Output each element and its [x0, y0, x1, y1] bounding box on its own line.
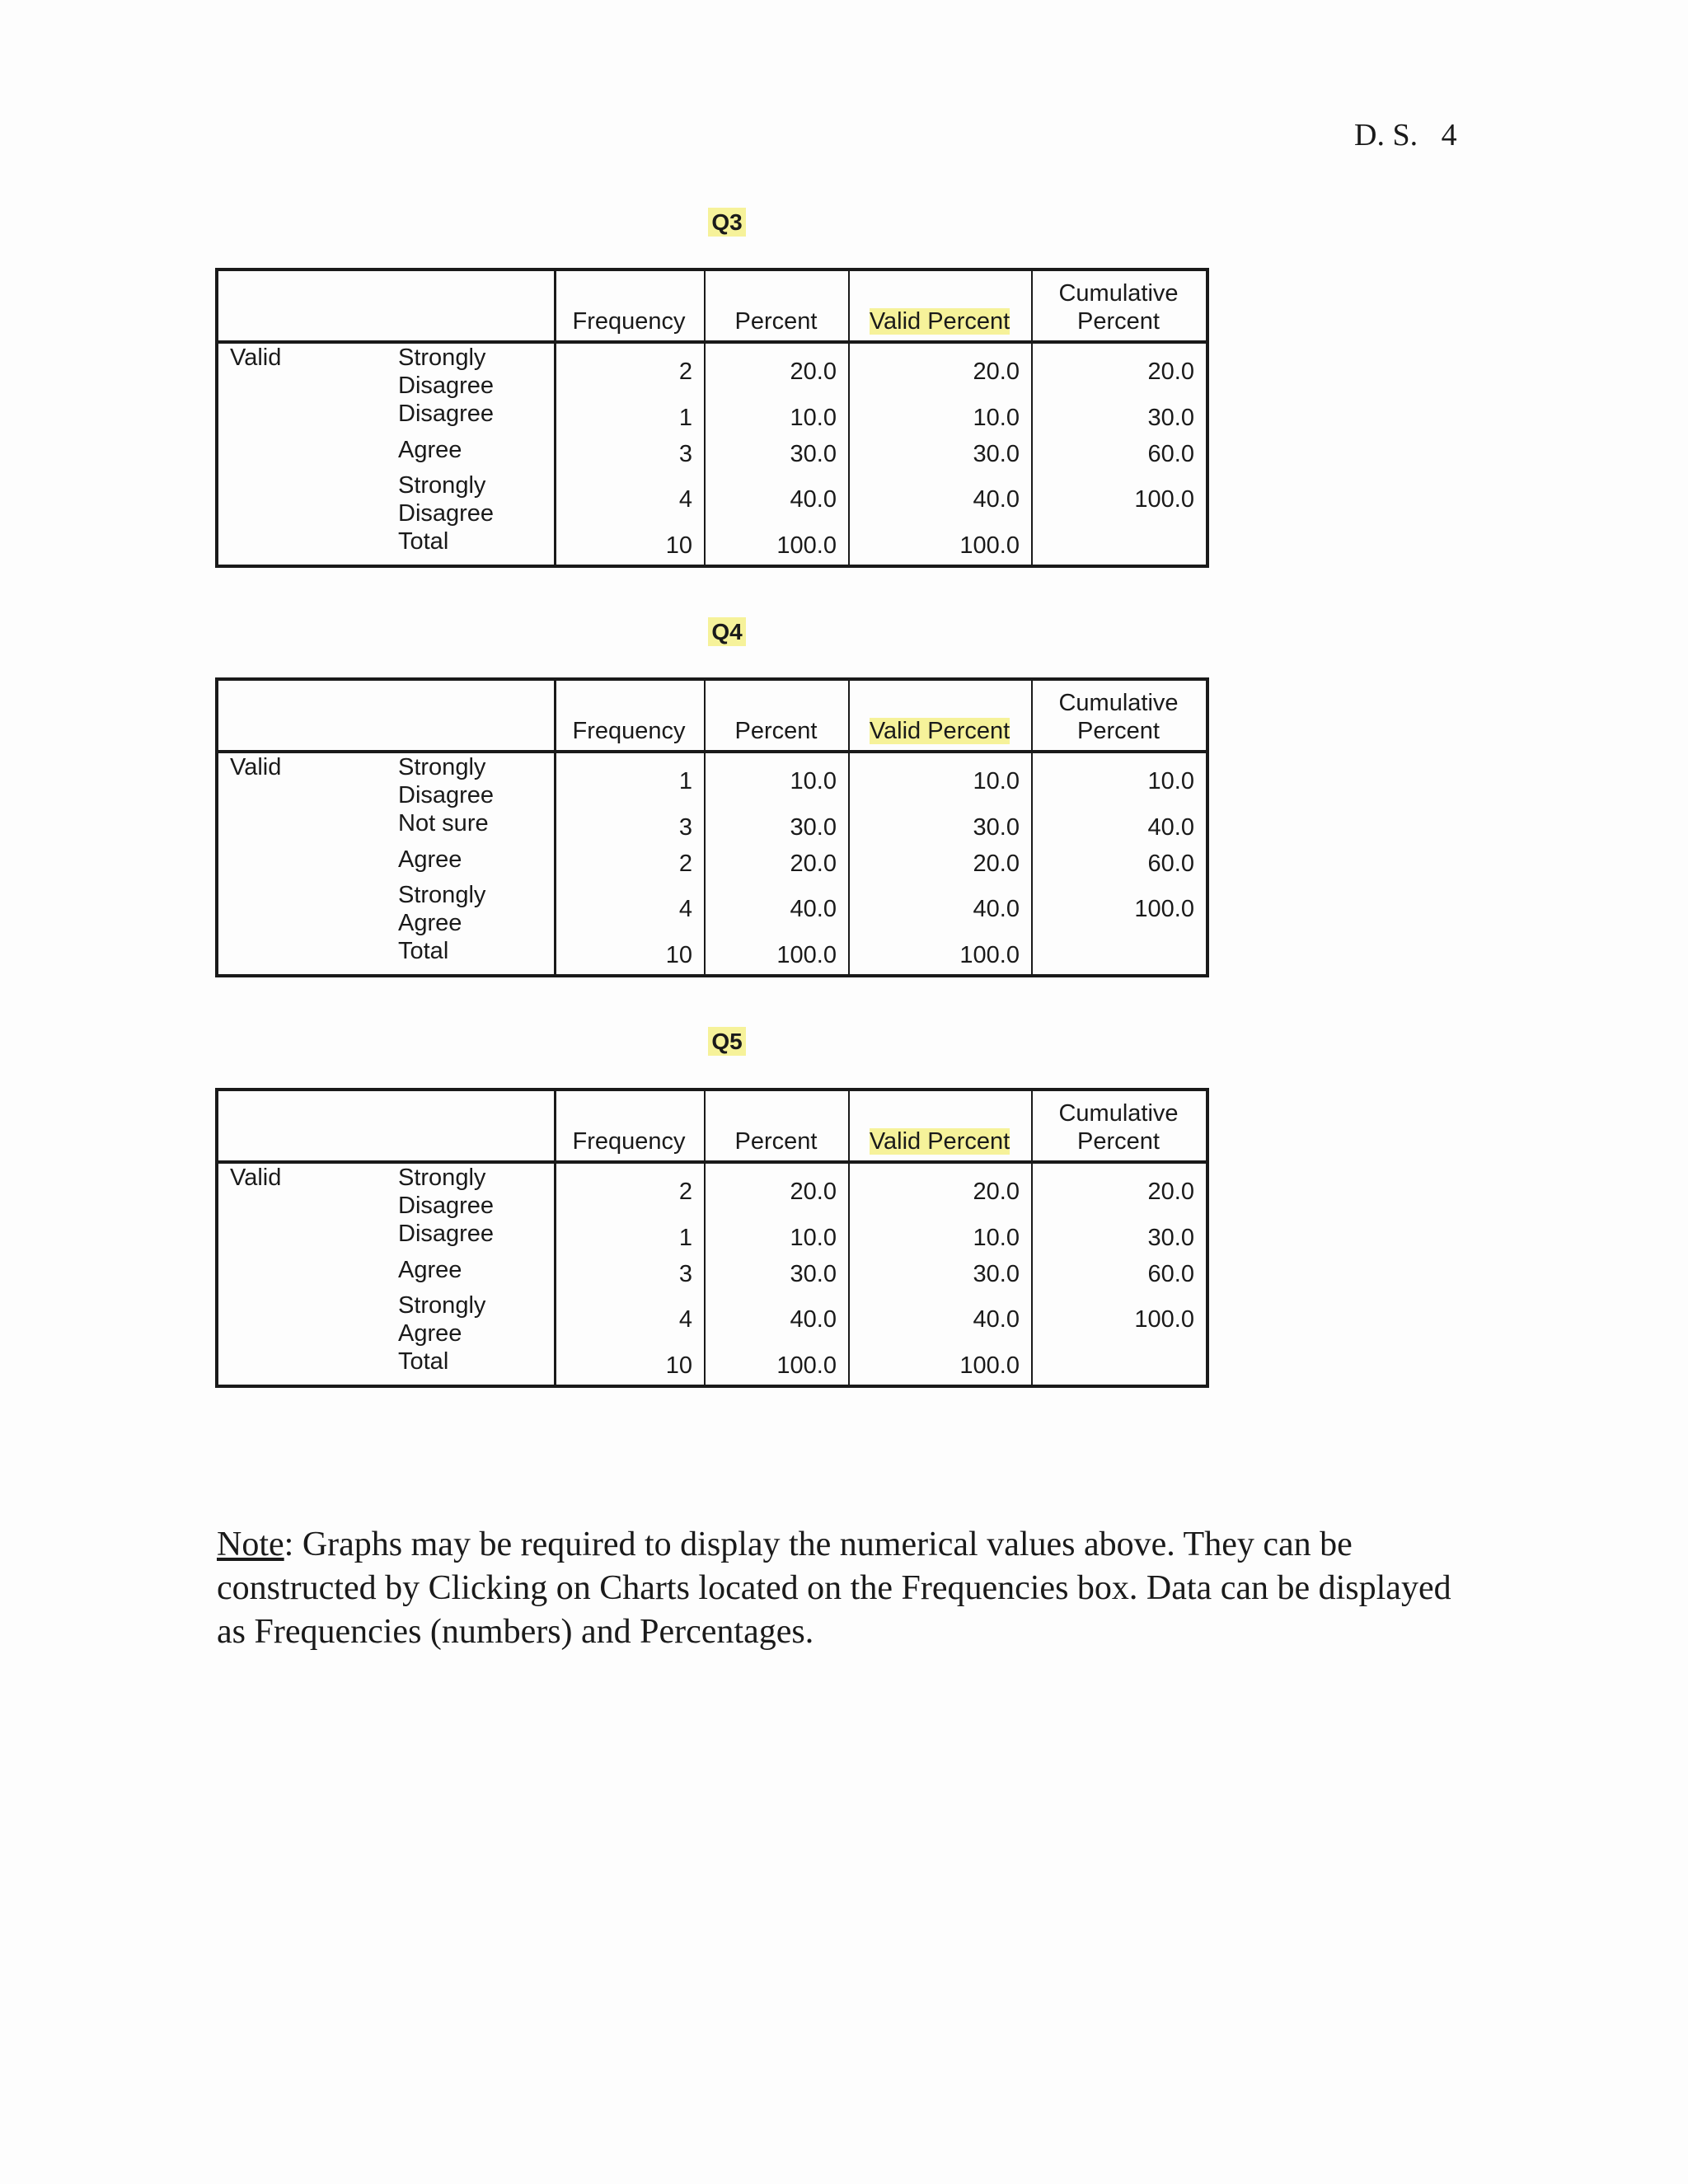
header-percent: [704, 717, 848, 745]
row-label: [398, 436, 462, 464]
header-frequency-text: Frequency: [572, 308, 686, 335]
cell-cumulative-percent: 60.0: [1147, 851, 1194, 877]
row-label: [398, 471, 494, 527]
header-valid-percent-text: Valid Percent: [869, 308, 1010, 335]
row-label-line: Agree: [398, 1320, 462, 1347]
row-label-line: Agree: [398, 437, 462, 463]
row-label-line: Not sure: [398, 810, 489, 837]
header-cumulative-line: Cumulative: [1058, 1100, 1179, 1127]
row-label: [398, 809, 489, 837]
cell-percent: 100.0: [776, 1352, 837, 1379]
row-label: [398, 400, 494, 428]
header-frequency-text: Frequency: [572, 718, 686, 744]
cell-frequency: 1: [678, 405, 692, 431]
cell-valid-percent: 40.0: [973, 486, 1020, 513]
row-label-line: Total: [398, 528, 449, 555]
row-label: [398, 846, 462, 874]
cell-cumulative-percent: 60.0: [1147, 1261, 1194, 1287]
cell-valid-percent: 40.0: [973, 1306, 1020, 1333]
cell-frequency: 1: [678, 768, 692, 794]
note-text: : Graphs may be required to display the numerical values above. They can be constructed by Clicking on Charts located on the Frequencies box. Data can be displayed as Frequencies (numbers) and Percentages.: [217, 1526, 1451, 1651]
row-label-line: Disagree: [398, 500, 495, 527]
cell-valid-percent: 20.0: [973, 359, 1020, 385]
header-divider: [218, 750, 1206, 753]
header-valid-percent: [848, 307, 1031, 335]
cell-cumulative-percent: 60.0: [1147, 441, 1194, 467]
cell-percent: 10.0: [790, 405, 837, 431]
page-number: D. S. 4: [1354, 118, 1457, 152]
row-label: [398, 1220, 494, 1248]
cell-cumulative-percent: 30.0: [1147, 405, 1194, 431]
header-valid-percent-text: Valid Percent: [869, 1128, 1010, 1155]
cell-valid-percent: 40.0: [973, 896, 1020, 922]
cell-frequency: 10: [665, 1352, 692, 1379]
cell-valid-percent: 20.0: [973, 1179, 1020, 1205]
cell-frequency: 2: [678, 1179, 692, 1205]
cell-frequency: 4: [678, 896, 692, 922]
row-label-line: Agree: [398, 846, 462, 873]
table-title-text: Q3: [708, 208, 745, 237]
cell-percent: 40.0: [790, 1306, 837, 1333]
table-title-text: Q4: [708, 617, 745, 646]
cell-cumulative-percent: 100.0: [1134, 486, 1194, 513]
header-frequency: [554, 717, 704, 745]
row-label: [398, 527, 448, 555]
row-label: [398, 1256, 462, 1284]
cell-percent: 10.0: [790, 768, 837, 794]
cell-valid-percent: 30.0: [973, 1261, 1020, 1287]
header-percent: [704, 307, 848, 335]
row-label-line: Disagree: [398, 1221, 495, 1247]
header-divider: [218, 340, 1206, 344]
cell-percent: 40.0: [790, 896, 837, 922]
cell-cumulative-percent: 40.0: [1147, 814, 1194, 841]
cell-valid-percent: 30.0: [973, 441, 1020, 467]
table-title: [0, 1029, 1454, 1055]
cell-cumulative-percent: 20.0: [1147, 1179, 1194, 1205]
cell-frequency: 2: [678, 359, 692, 385]
frequency-table: [215, 268, 1209, 568]
cell-valid-percent: 100.0: [959, 942, 1020, 968]
header-cumulative-line: Percent: [1077, 308, 1160, 335]
row-label-line: Strongly: [398, 472, 486, 499]
cell-percent: 30.0: [790, 441, 837, 467]
header-percent-text: Percent: [734, 718, 818, 744]
row-label: [398, 344, 494, 400]
row-label-line: Disagree: [398, 401, 495, 427]
row-label-line: Disagree: [398, 782, 495, 808]
table-title: [0, 209, 1454, 236]
header-frequency-text: Frequency: [572, 1128, 686, 1155]
note-paragraph: [217, 1523, 1486, 1654]
cell-cumulative-percent: 100.0: [1134, 896, 1194, 922]
cell-frequency: 3: [678, 1261, 692, 1287]
cell-frequency: 3: [678, 441, 692, 467]
cell-percent: 20.0: [790, 359, 837, 385]
cell-percent: 20.0: [790, 851, 837, 877]
cell-valid-percent: 10.0: [973, 768, 1020, 794]
header-cumulative-percent: [1031, 279, 1206, 335]
cell-valid-percent: 10.0: [973, 1225, 1020, 1251]
cell-frequency: 3: [678, 814, 692, 841]
header-cumulative-line: Percent: [1077, 1128, 1160, 1155]
cell-cumulative-percent: 30.0: [1147, 1225, 1194, 1251]
row-group-label: Valid: [230, 1165, 282, 1191]
cell-cumulative-percent: 100.0: [1134, 1306, 1194, 1333]
row-group-label: Valid: [230, 344, 282, 371]
cell-percent: 100.0: [776, 942, 837, 968]
row-label-line: Disagree: [398, 1193, 495, 1219]
header-divider: [218, 1160, 1206, 1164]
header-cumulative-line: Percent: [1077, 718, 1160, 744]
row-label: [398, 1347, 448, 1376]
row-label-line: Agree: [398, 1257, 462, 1283]
header-cumulative-line: Cumulative: [1058, 280, 1179, 307]
cell-percent: 10.0: [790, 1225, 837, 1251]
header-cumulative-percent: [1031, 689, 1206, 745]
row-label-line: Strongly: [398, 1165, 486, 1191]
row-label-line: Total: [398, 938, 449, 964]
header-frequency: [554, 1127, 704, 1155]
cell-valid-percent: 100.0: [959, 532, 1020, 559]
header-valid-percent: [848, 717, 1031, 745]
row-label: [398, 753, 494, 809]
table-title: [0, 619, 1454, 645]
cell-frequency: 4: [678, 1306, 692, 1333]
row-label-line: Agree: [398, 910, 462, 936]
row-group-label: Valid: [230, 754, 282, 780]
row-label-line: Total: [398, 1348, 449, 1375]
header-cumulative-percent: [1031, 1099, 1206, 1155]
cell-frequency: 4: [678, 486, 692, 513]
row-label-line: Strongly: [398, 344, 486, 371]
frequency-table: [215, 677, 1209, 977]
cell-valid-percent: 100.0: [959, 1352, 1020, 1379]
row-label-line: Strongly: [398, 882, 486, 908]
cell-frequency: 10: [665, 532, 692, 559]
cell-valid-percent: 20.0: [973, 851, 1020, 877]
row-label-line: Strongly: [398, 754, 486, 780]
cell-valid-percent: 30.0: [973, 814, 1020, 841]
row-label: [398, 1164, 494, 1220]
row-label: [398, 881, 485, 937]
header-frequency: [554, 307, 704, 335]
header-valid-percent: [848, 1127, 1031, 1155]
note-label: Note: [217, 1526, 284, 1563]
cell-frequency: 1: [678, 1225, 692, 1251]
cell-frequency: 2: [678, 851, 692, 877]
header-percent: [704, 1127, 848, 1155]
cell-valid-percent: 10.0: [973, 405, 1020, 431]
cell-percent: 40.0: [790, 486, 837, 513]
row-label-line: Strongly: [398, 1292, 486, 1319]
cell-percent: 30.0: [790, 1261, 837, 1287]
header-cumulative-line: Cumulative: [1058, 690, 1179, 716]
row-label-line: Disagree: [398, 373, 495, 399]
header-percent-text: Percent: [734, 308, 818, 335]
row-label: [398, 937, 448, 965]
cell-percent: 30.0: [790, 814, 837, 841]
cell-percent: 20.0: [790, 1179, 837, 1205]
header-percent-text: Percent: [734, 1128, 818, 1155]
row-label: [398, 1291, 485, 1347]
cell-cumulative-percent: 20.0: [1147, 359, 1194, 385]
header-valid-percent-text: Valid Percent: [869, 718, 1010, 744]
frequency-table: [215, 1088, 1209, 1388]
table-title-text: Q5: [708, 1027, 745, 1056]
cell-percent: 100.0: [776, 532, 837, 559]
cell-frequency: 10: [665, 942, 692, 968]
cell-cumulative-percent: 10.0: [1147, 768, 1194, 794]
